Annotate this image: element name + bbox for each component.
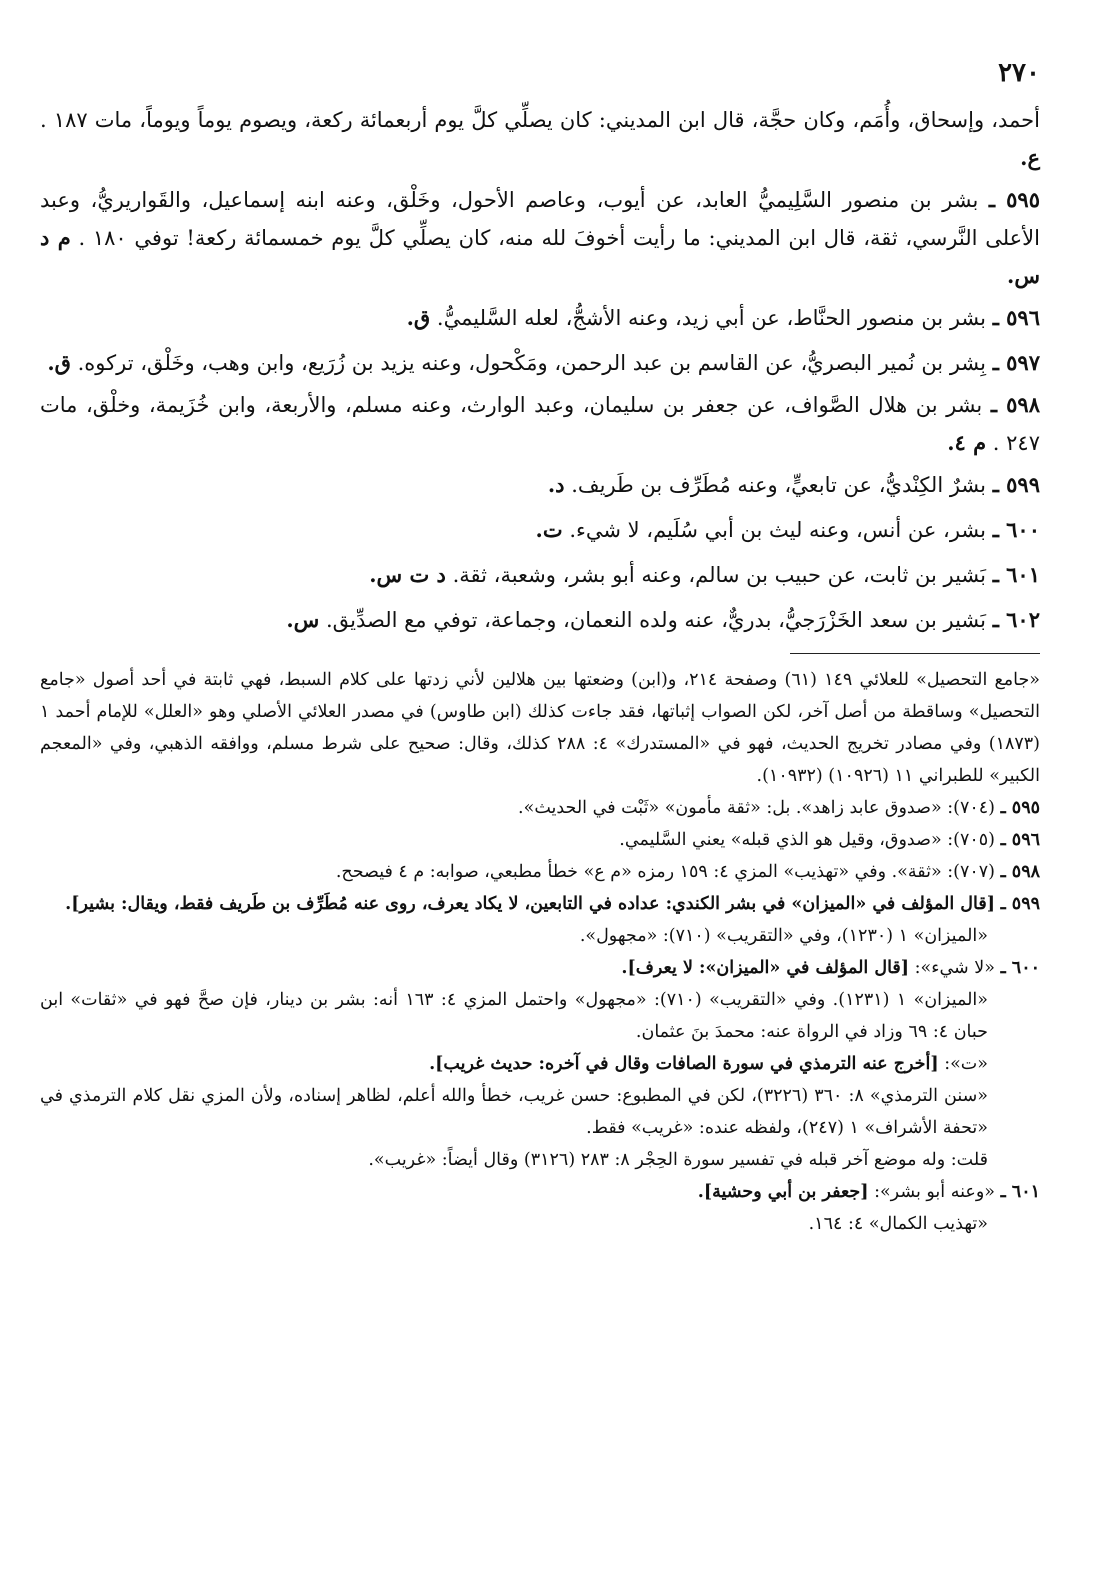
- page: [40, 58, 1040, 1240]
- entry-sigla: ت.: [535, 517, 563, 542]
- footnote-text: (٧٠٥): «صدوق، وقيل هو الذي قبله» يعني السَّليمي.: [619, 830, 995, 850]
- footnote-number: ٦٠٠ ـ: [1000, 958, 1040, 978]
- footnote-text: «وعنه أبو بشر»:: [874, 1182, 995, 1202]
- entry-sigla: س.: [286, 607, 320, 632]
- footnotes: [40, 664, 1040, 1240]
- footnote-number: ٥٩٩ ـ: [1000, 894, 1040, 914]
- footnote-quote: [قال المؤلف في «الميزان»: لا يعرف].: [621, 958, 910, 978]
- footnote: [40, 1176, 1040, 1208]
- entry-number: ٥٩٧ ـ: [992, 350, 1040, 375]
- footnote: [40, 1208, 1040, 1240]
- entry-sigla: م ٤.: [947, 430, 987, 455]
- entry-text: بشر بن منصور السَّلِيميُّ العابد، عن أيوب، وعاصم الأحول، وخَلْق، وعنه ابنه إسماعيل، والقَواريريُّ، وعبد الأعلى النَّرسي، ثقة، قال ابن المديني: ما رأيت أخوفَ لله منه، كان يصلِّي كلَّ يوم خمسمائة ركعة! توفي ١٨٠ .: [40, 188, 1040, 250]
- entry-601: [40, 556, 1040, 594]
- entry-text: بشر بن هلال الصَّواف، عن جعفر بن سليمان، وعبد الوارث، وعنه مسلم، والأربعة، وابن خُزَيمة، وخلْق، مات ٢٤٧ .: [40, 393, 1040, 455]
- entry-text: بشرٌ الكِنْديُّ، عن تابعيٍّ، وعنه مُطَرِّف بن طَريف.: [571, 473, 986, 497]
- footnote-text: «الميزان» ١ (١٢٣١). وفي «التقريب» (٧١٠): «مجهول» واحتمل المزي ٤: ١٦٣ أنه: بشر بن دينار، فإن صحَّ فهو في «ثقات» ابن حبان ٤: ٦٩ وزاد في الرواة عنه: محمدَ بنَ عثمان.: [40, 990, 988, 1042]
- entry-sigla: ق.: [406, 305, 431, 330]
- footnote: [40, 984, 1040, 1048]
- footnote-text: «تهذيب الكمال» ٤: ١٦٤.: [808, 1214, 988, 1234]
- entry-sigla: م د س.: [40, 225, 1040, 288]
- entry-595: [40, 181, 1040, 295]
- footnote: [40, 952, 1040, 984]
- entry-number: ٥٩٥ ـ: [988, 187, 1040, 212]
- entry-600: [40, 511, 1040, 549]
- footnote-text: «سنن الترمذي» ٨: ٣٦٠ (٣٢٢٦)، لكن في المطبوع: حسن غريب، خطأ والله أعلم، لظاهر إسناده، ولأن المزي نقل كلام الترمذي في «تحفة الأشراف» ١ (٢٤٧)، ولفظه عنده: «غريب» فقط.: [40, 1086, 989, 1138]
- footnote-quote: [جعفر بن أبي وحشية].: [697, 1182, 869, 1202]
- entry-598: [40, 386, 1040, 462]
- main-text: [40, 102, 1040, 639]
- entry-597: [40, 344, 1040, 382]
- page-number: ٢٧٠: [998, 58, 1040, 88]
- footnote: [40, 824, 1040, 856]
- entry-sigla: ق.: [47, 350, 71, 375]
- footnote-number: ٥٩٨ ـ: [1000, 862, 1040, 882]
- footnote-text: (٧٠٧): «ثقة». وفي «تهذيب» المزي ٤: ١٥٩ رمزه «م ع» خطأ مطبعي، صوابه: م ٤ فيصحح.: [335, 862, 995, 882]
- entry-text: بشر، عن أنس، وعنه ليث بن أبي سُلَيم، لا شيء.: [569, 518, 986, 542]
- footnote: [40, 1048, 1040, 1080]
- footnote: [40, 1144, 1040, 1176]
- entry-text: أحمد، وإسحاق، وأُمَم، وكان حجَّة، قال ابن المديني: كان يصلِّي كلَّ يوم أربعمائة ركعة، ويصوم يوماً ويوماً، مات ١٨٧ .: [40, 108, 1040, 132]
- footnote-number: ٦٠١ ـ: [1000, 1182, 1040, 1202]
- entry-text: بَشير بن ثابت، عن حبيب بن سالم، وعنه أبو بشر، وشعبة، ثقة.: [452, 563, 986, 587]
- entry-sigla: د.: [547, 472, 565, 497]
- entry-602: [40, 601, 1040, 639]
- footnote-text: «جامع التحصيل» للعلائي ١٤٩ (٦١) وصفحة ٢١٤، و(ابن) وضعتها بين هلالين لأني زدتها على كلام السبط، فهي ثابتة في أحد أصول «جامع التحصيل» وساقطة من أصل آخر، لكن الصواب إثباتها، فقد جاءت كذلك (ابن طاوس) في مصدر العلائي الأصلي وهو «العلل» للإمام أحمد ١ (١٨٧٣) وفي مصادر تخريج الحديث، فهو في «المستدرك» ٤: ٢٨٨ كذلك، وقال: صحيح على شرط مسلم، ووافقه الذهبي، وفي «المعجم الكبير» للطبراني ١١ (١٠٩٢٦) (١٠٩٣٢).: [40, 670, 1041, 786]
- entry-text: بَشير بن سعد الخَزْرَجيُّ، بدريٌّ، عنه ولده النعمان، وجماعة، توفي مع الصدِّيق.: [325, 608, 986, 632]
- entry-number: ٥٩٦ ـ: [992, 305, 1040, 330]
- entry-599: [40, 466, 1040, 504]
- footnote: [40, 888, 1040, 920]
- entry-596: [40, 299, 1040, 337]
- footnote-number: ٥٩٦ ـ: [1000, 830, 1040, 850]
- footnote-text: (٧٠٤): «صدوق عابد زاهد». بل: «ثقة مأمون» «ثَبْت في الحديث».: [518, 798, 995, 818]
- entry-number: ٦٠٢ ـ: [992, 607, 1040, 632]
- entry-sigla: ع.: [1020, 145, 1040, 170]
- footnote-text: قلت: وله موضع آخر قبله في تفسير سورة الحِجْر ٨: ٢٨٣ (٣١٢٦) وقال أيضاً: «غريب».: [368, 1150, 988, 1170]
- entry-continuation: [40, 102, 1040, 177]
- entry-number: ٦٠١ ـ: [992, 562, 1040, 587]
- entry-text: بشر بن منصور الحنَّاط، عن أبي زيد، وعنه الأشجُّ، لعله السَّليميُّ.: [436, 306, 986, 330]
- footnote: [40, 920, 1040, 952]
- footnote-quote: [أخرج عنه الترمذي في سورة الصافات وقال في آخره: حديث غريب].: [429, 1054, 939, 1074]
- entry-number: ٥٩٨ ـ: [990, 392, 1040, 417]
- footnote: [40, 1080, 1040, 1144]
- entry-number: ٦٠٠ ـ: [992, 517, 1040, 542]
- entry-number: ٥٩٩ ـ: [992, 472, 1040, 497]
- footnote-divider: [790, 653, 1040, 654]
- footnote: [40, 664, 1040, 792]
- footnote-text: «الميزان» ١ (١٢٣٠)، وفي «التقريب» (٧١٠): «مجهول».: [579, 926, 988, 946]
- footnote-text: «لا شيء»:: [914, 958, 995, 978]
- footnote-quote: [قال المؤلف في «الميزان» في بشر الكندي: عداده في التابعين، لا يكاد يعرف، روى عنه مُطَرِّف بن طَريف فقط، ويقال: بشير].: [65, 894, 995, 914]
- footnote-text: «ت»:: [944, 1054, 988, 1074]
- footnote: [40, 792, 1040, 824]
- footnote: [40, 856, 1040, 888]
- entry-text: بِشر بن نُمير البصريُّ، عن القاسم بن عبد الرحمن، ومَكْحول، وعنه يزيد بن زُرَيع، وابن وهب، وخَلْق، تركوه.: [77, 351, 986, 375]
- footnote-number: ٥٩٥ ـ: [1000, 798, 1040, 818]
- entry-sigla: د ت س.: [369, 562, 446, 587]
